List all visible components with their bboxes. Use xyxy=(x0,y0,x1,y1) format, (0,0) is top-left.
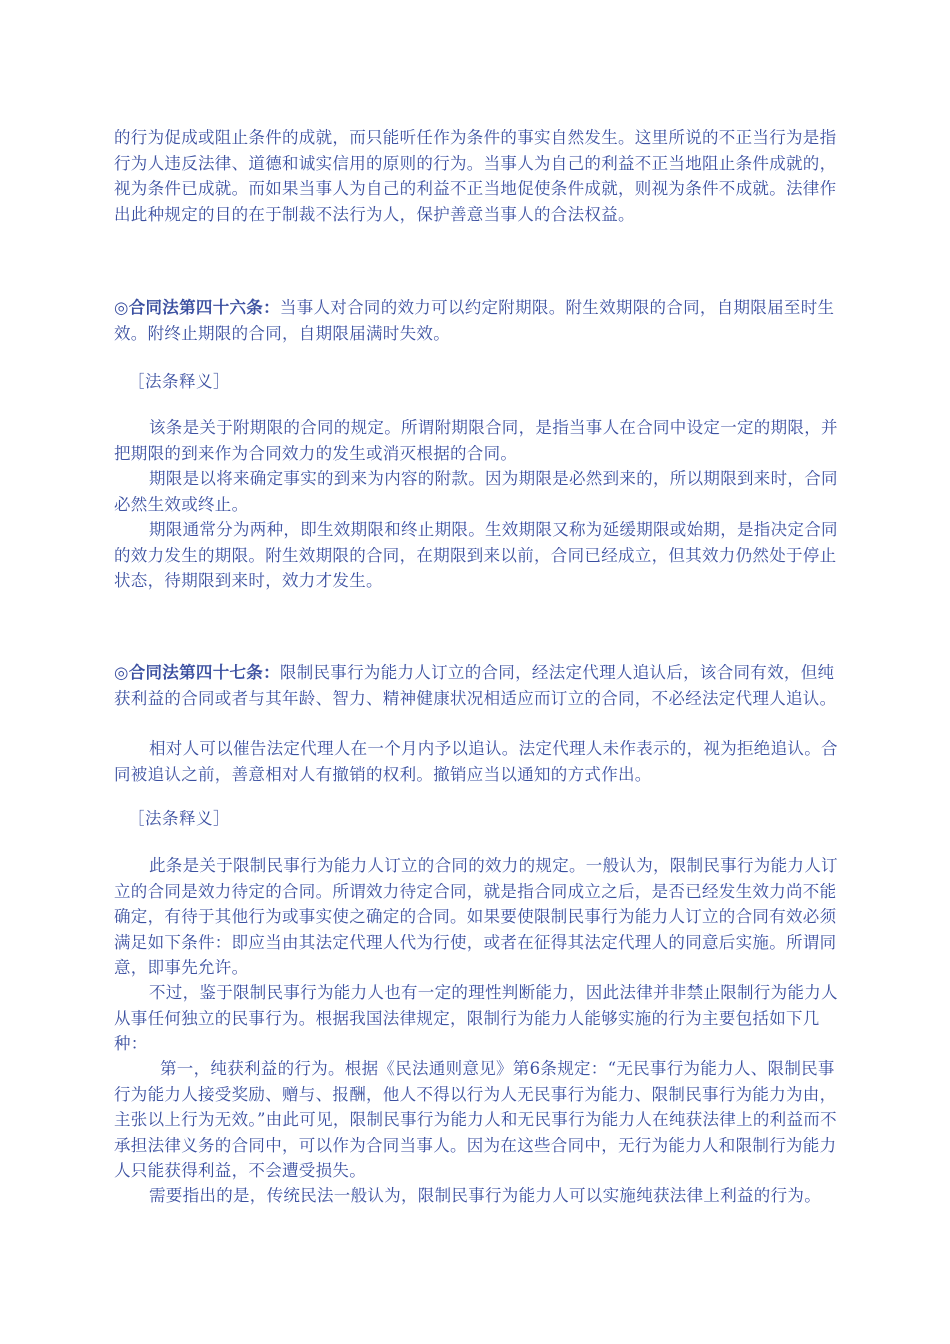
article-46-text: 当事人对合同的效力可以约定附期限。附生效期限的合同，自期限届至时生效。附终止期限的合同，自期限届满时失效。 xyxy=(114,298,835,343)
article-46-title: ◎合同法第四十六条： xyxy=(114,298,280,317)
interp47-paragraph-1: 此条是关于限制民事行为能力人订立的合同的效力的规定。一般认为，限制民事行为能力人订立的合同是效力待定的合同。所谓效力待定合同，就是指合同成立之后，是否已经发生效力尚不能确定，有待于其他行为或事实使之确定的合同。如果要使限制民事行为能力人订立的合同有效必须满足如下条件：即应当由其法定代理人代为行使，或者在征得其法定代理人的同意后实施。所谓同意，即事先允许。 xyxy=(114,856,838,977)
interp47-paragraph-2: 不过，鉴于限制民事行为能力人也有一定的理性判断能力，因此法律并非禁止限制行为能力人从事任何独立的民事行为。根据我国法律规定，限制行为能力人能够实施的行为主要包括如下几种： xyxy=(114,983,838,1053)
paragraph-continuation: 的行为促成或阻止条件的成就，而只能听任作为条件的事实自然发生。这里所说的不正当行为是指行为人违反法律、道德和诚实信用的原则的行为。当事人为自己的利益不正当地阻止条件成就的，视为条件已成就。而如果当事人为自己的利益不正当地促使条件成就，则视为条件不成就。法律作出此种规定的目的在于制裁不法行为人，保护善意当事人的合法权益。 xyxy=(114,128,837,224)
interp46-paragraph-3: 期限通常分为两种，即生效期限和终止期限。生效期限又称为延缓期限或始期，是指决定合同的效力发生的期限。附生效期限的合同，在期限到来以前，合同已经成立，但其效力仍然处于停止状态，待期限到来时，效力才发生。 xyxy=(114,520,838,590)
interpretation-heading-2: ［法条释义］ xyxy=(128,809,230,828)
interp46-paragraph-1: 该条是关于附期限的合同的规定。所谓附期限合同，是指当事人在合同中设定一定的期限，并把期限的到来作为合同效力的发生或消灭根据的合同。 xyxy=(114,418,838,463)
interpretation-heading-1: ［法条释义］ xyxy=(128,372,230,391)
article-47-title: ◎合同法第四十七条： xyxy=(114,663,280,682)
interp47-paragraph-3: 第一，纯获利益的行为。根据《民法通则意见》第6条规定：“无民事行为能力人、限制民事行为能力人接受奖励、赠与、报酬，他人不得以行为人无民事行为能力、限制民事行为能力为由，主张以上行为无效。”由此可见，限制民事行为能力人和无民事行为能力人在纯获法律上的利益而不承担法律义务的合同中，可以作为合同当事人。因为在这些合同中，无行为能力人和限制行为能力人只能获得利益，不会遭受损失。 xyxy=(114,1059,837,1180)
article-47-text: 限制民事行为能力人订立的合同，经法定代理人追认后，该合同有效，但纯获利益的合同或者与其年龄、智力、精神健康状况相适应而订立的合同，不必经法定代理人追认。 xyxy=(114,663,837,708)
interp47-paragraph-4: 需要指出的是，传统民法一般认为，限制民事行为能力人可以实施纯获法律上利益的行为。 xyxy=(149,1186,821,1205)
article-46 xyxy=(114,295,844,346)
article-47 xyxy=(114,660,844,711)
interp46-paragraph-2: 期限是以将来确定事实的到来为内容的附款。因为期限是必然到来的，所以期限到来时，合同必然生效或终止。 xyxy=(114,469,838,514)
article-47-paragraph-2: 相对人可以催告法定代理人在一个月内予以追认。法定代理人未作表示的，视为拒绝追认。合同被追认之前，善意相对人有撤销的权利。撤销应当以通知的方式作出。 xyxy=(114,739,838,784)
